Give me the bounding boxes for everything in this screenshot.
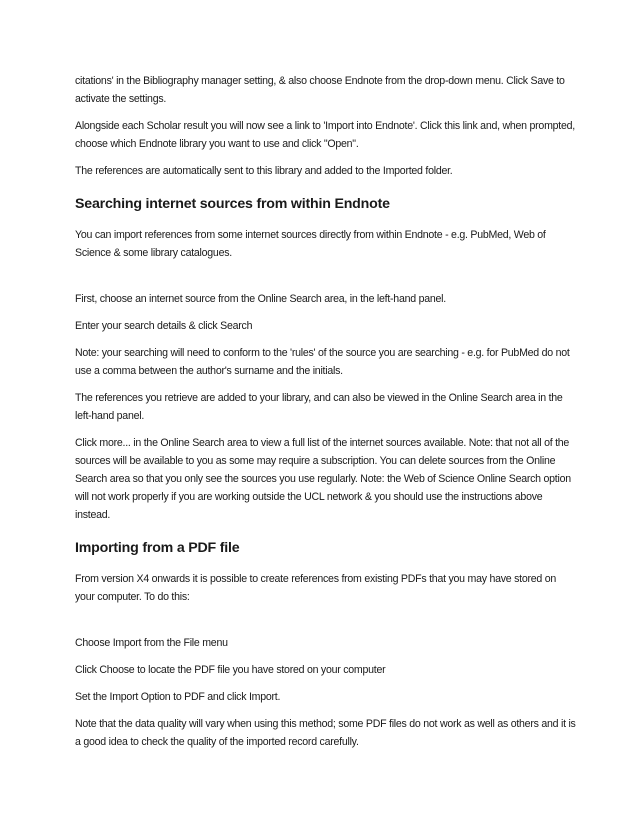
section-heading: Importing from a PDF file <box>75 540 240 556</box>
paragraph: Choose Import from the File menu <box>75 637 228 649</box>
section-heading: Searching internet sources from within Endnote <box>75 196 390 212</box>
paragraph: citations' in the Bibliography manager setting, & also choose Endnote from the drop-down menu. Click Save to activate the settings. <box>75 75 565 105</box>
paragraph: You can import references from some internet sources directly from within Endnote - e.g. PubMed, Web of Science & some library catalogues. <box>75 229 546 259</box>
paragraph: Enter your search details & click Search <box>75 320 253 332</box>
paragraph: First, choose an internet source from the Online Search area, in the left-hand panel. <box>75 293 446 305</box>
paragraph: Set the Import Option to PDF and click Import. <box>75 691 281 703</box>
paragraph: Alongside each Scholar result you will now see a link to 'Import into Endnote'. Click this link and, when prompted, choose which Endnote library you want to use and click "Open". <box>75 120 575 150</box>
paragraph: Click more... in the Online Search area to view a full list of the internet sources available. Note: that not all of the sources will be available to you as some may require a subscription. You can delete sources from the Online Search area so that you only see the sources you use regularly. Note: the Web of Science Online Search option will not work properly if you are working outside the UCL network & you should use the instructions above instead. <box>75 437 571 521</box>
paragraph: Click Choose to locate the PDF file you have stored on your computer <box>75 664 386 676</box>
spacer <box>75 615 578 634</box>
paragraph: Note: your searching will need to conform to the 'rules' of the source you are searching - e.g. for PubMed do not use a comma between the author's surname and the initials. <box>75 347 570 377</box>
paragraph: Note that the data quality will vary when using this method; some PDF files do not work as well as others and it is a good idea to check the quality of the imported record carefully. <box>75 718 576 748</box>
paragraph: The references are automatically sent to this library and added to the Imported folder. <box>75 165 453 177</box>
spacer <box>75 271 578 290</box>
paragraph: The references you retrieve are added to your library, and can also be viewed in the Online Search area in the left-hand panel. <box>75 392 563 422</box>
paragraph: From version X4 onwards it is possible to create references from existing PDFs that you may have stored on your computer. To do this: <box>75 573 557 603</box>
